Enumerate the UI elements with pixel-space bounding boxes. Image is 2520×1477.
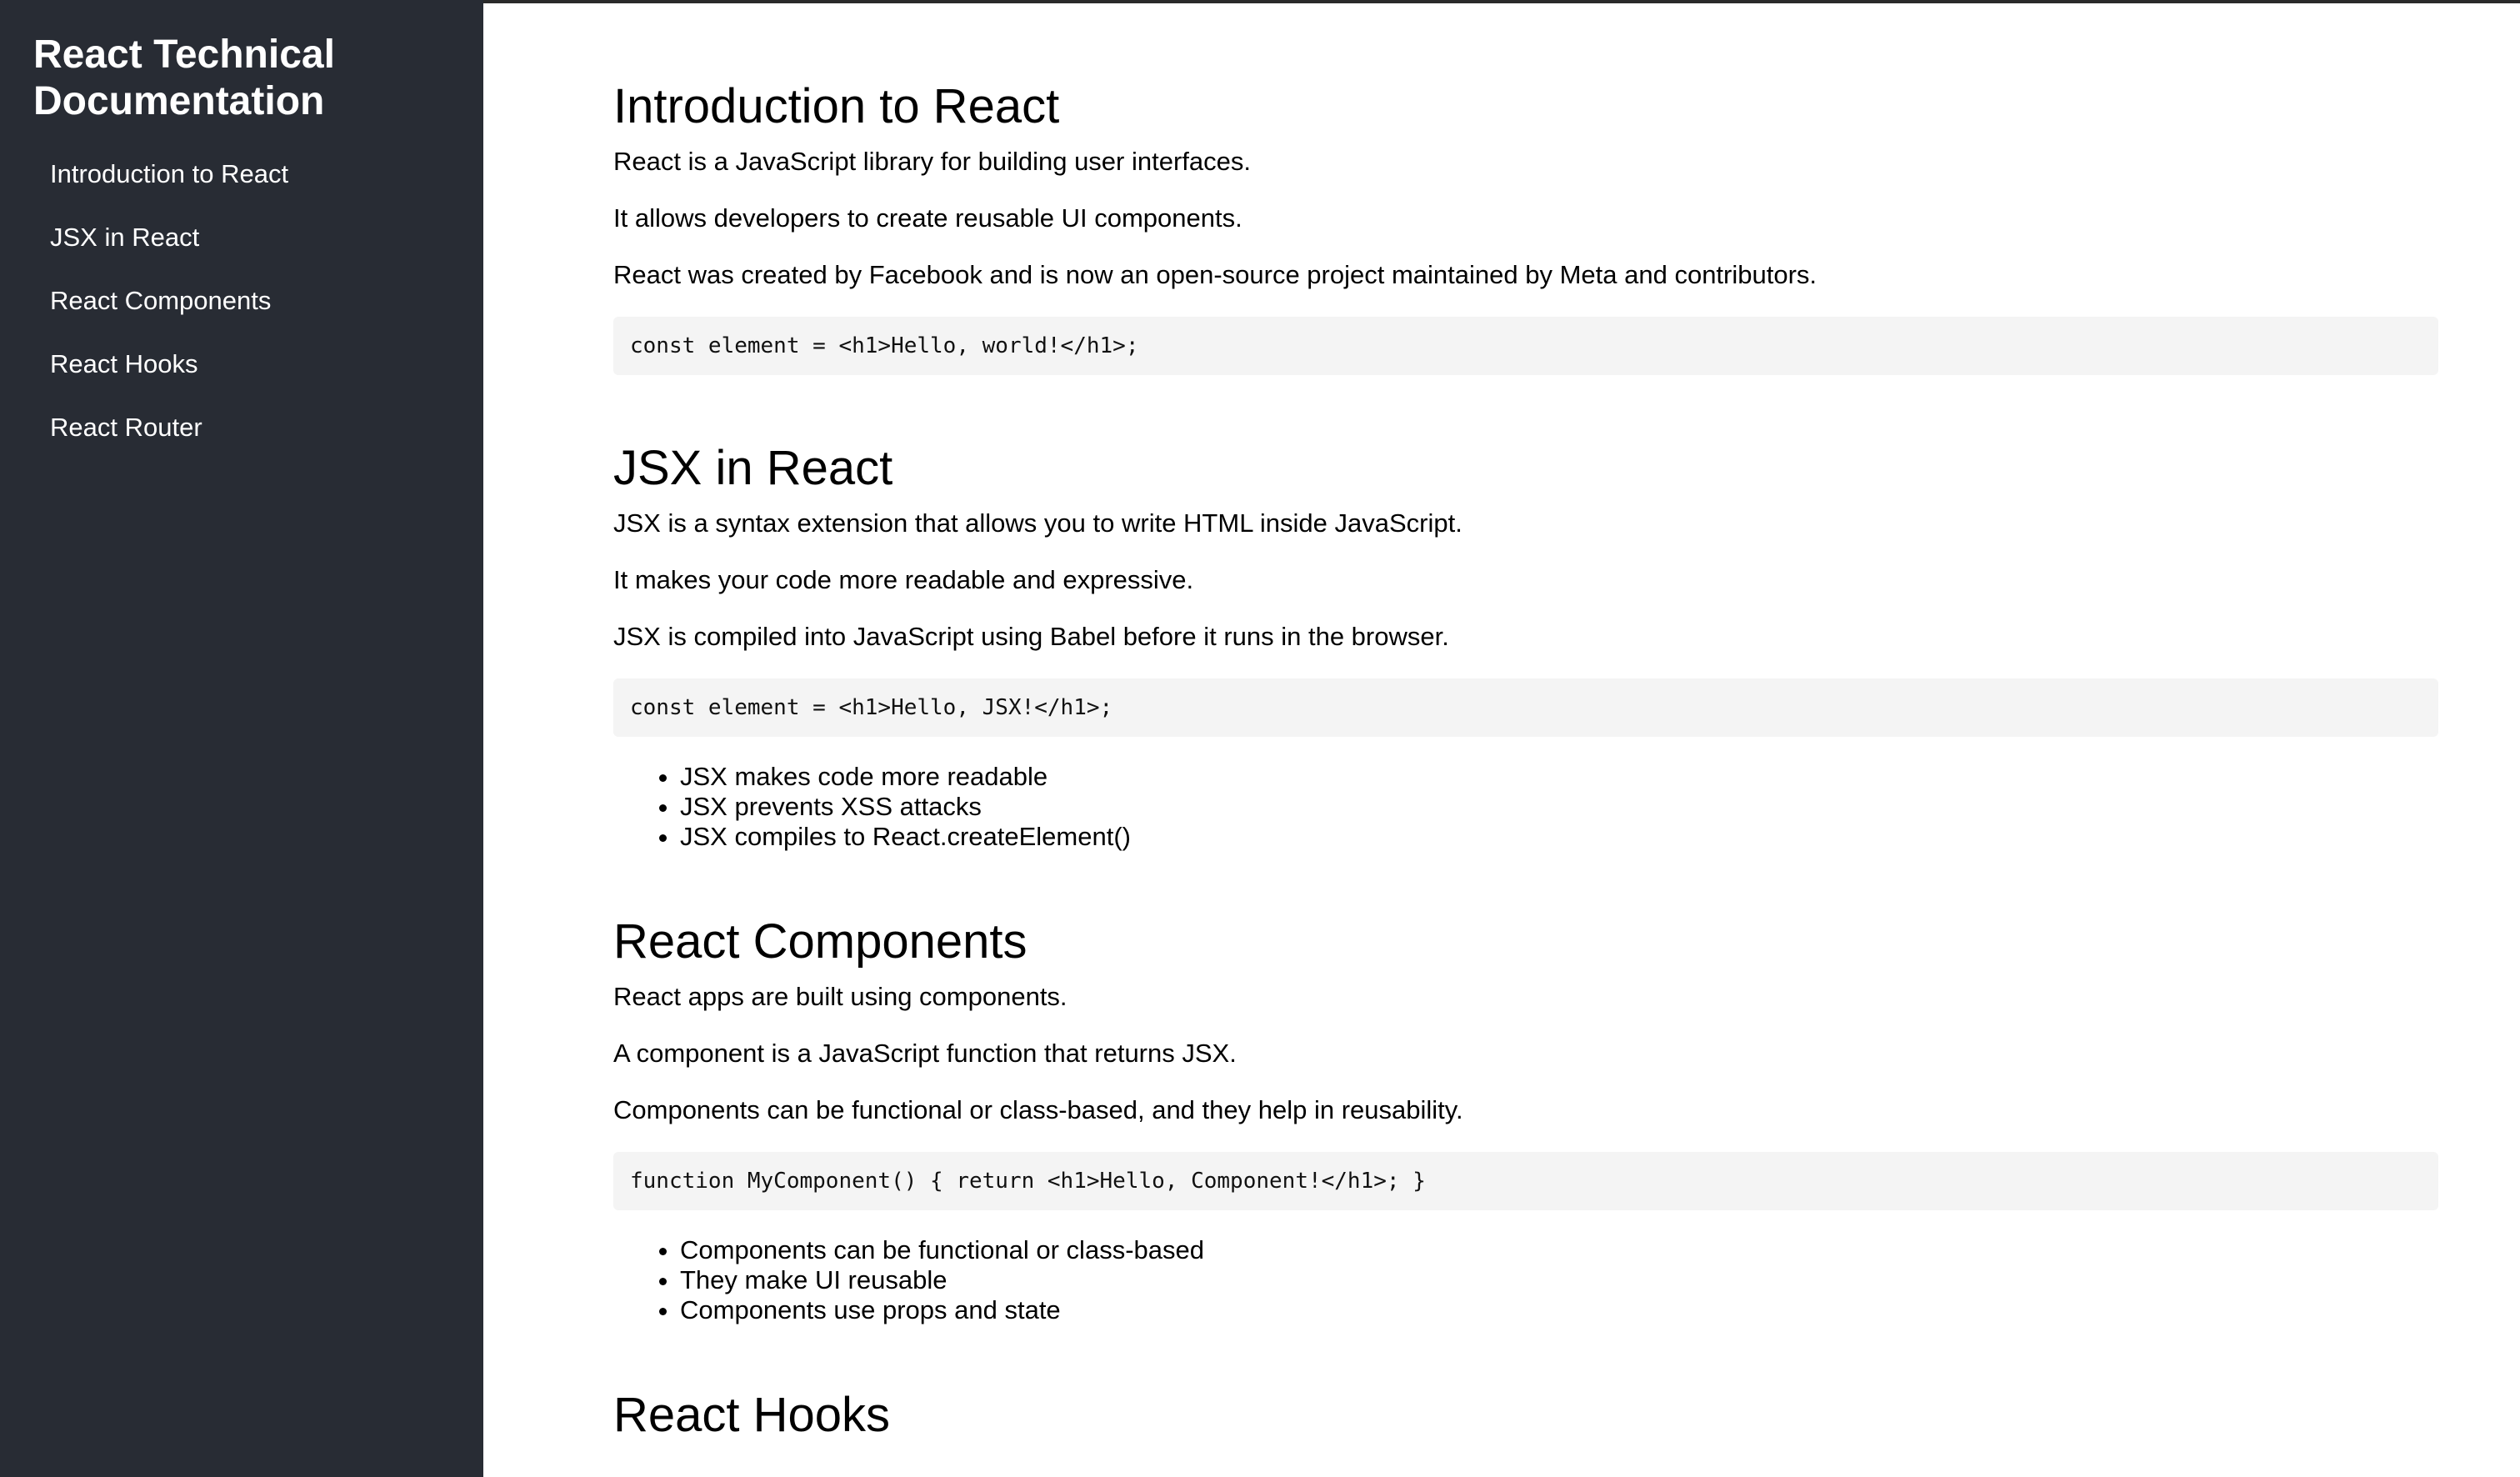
section-react-components (613, 852, 2438, 1325)
section-paragraph: JSX is a syntax extension that allows you to write HTML inside JavaScript. (613, 508, 1462, 538)
section-paragraph: React apps are built using components. (613, 982, 1068, 1011)
bullet-item: • They make UI reusable (680, 1265, 2438, 1295)
bullet-list (613, 762, 2438, 852)
nav-link-react-router[interactable]: React Router (50, 413, 202, 442)
bullet-item: • JSX makes code more readable (680, 762, 2438, 792)
nav-list (33, 158, 483, 443)
nav-list-item (33, 348, 483, 380)
nav-list-item (33, 285, 483, 317)
section-paragraph: Components can be functional or class-based, and they help in reusability. (613, 1095, 1463, 1124)
section-paragraph: A component is a JavaScript function that returns JSX. (613, 1039, 1237, 1068)
code-block: const element = <h1>Hello, JSX!</h1>; (613, 678, 2438, 737)
section-introduction-to-react (613, 0, 2438, 375)
bullet-item: • Components use props and state (680, 1295, 2438, 1325)
nav-link-introduction-to-react[interactable]: Introduction to React (50, 159, 289, 188)
section-paragraph: It allows developers to create reusable UI components. (613, 203, 1242, 233)
section-heading: React Hooks (613, 1388, 891, 1442)
section-heading: JSX in React (613, 441, 893, 495)
section-react-hooks (613, 1325, 2438, 1444)
code-block: function MyComponent() { return <h1>Hello, Component!</h1>; } (613, 1152, 2438, 1210)
section-jsx-in-react (613, 375, 2438, 852)
nav-list-item (33, 412, 483, 443)
bullet-item: • JSX prevents XSS attacks (680, 792, 2438, 822)
bullet-item: • JSX compiles to React.createElement() (680, 822, 2438, 852)
nav-list-item (33, 222, 483, 253)
section-paragraph: JSX is compiled into JavaScript using Babel before it runs in the browser. (613, 622, 1449, 651)
nav-list-item (33, 158, 483, 190)
section-heading: React Components (613, 914, 1028, 969)
nav-link-react-components[interactable]: React Components (50, 286, 272, 315)
bullet-item: • Components can be functional or class-based (680, 1235, 2438, 1265)
section-paragraph: React was created by Facebook and is now an open-source project maintained by Meta and contributors. (613, 260, 1818, 289)
sidebar-nav (0, 0, 483, 1477)
code-block: const element = <h1>Hello, world!</h1>; (613, 317, 2438, 375)
main-content (613, 0, 2438, 1477)
section-paragraph: React is a JavaScript library for building user interfaces. (613, 147, 1251, 176)
section-paragraph: It makes your code more readable and expressive. (613, 565, 1194, 594)
nav-link-react-hooks[interactable]: React Hooks (50, 349, 198, 378)
sidebar-title: React Technical Documentation (33, 33, 335, 123)
bullet-list (613, 1235, 2438, 1325)
nav-link-jsx-in-react[interactable]: JSX in React (50, 223, 200, 252)
section-heading: Introduction to React (613, 79, 1060, 133)
